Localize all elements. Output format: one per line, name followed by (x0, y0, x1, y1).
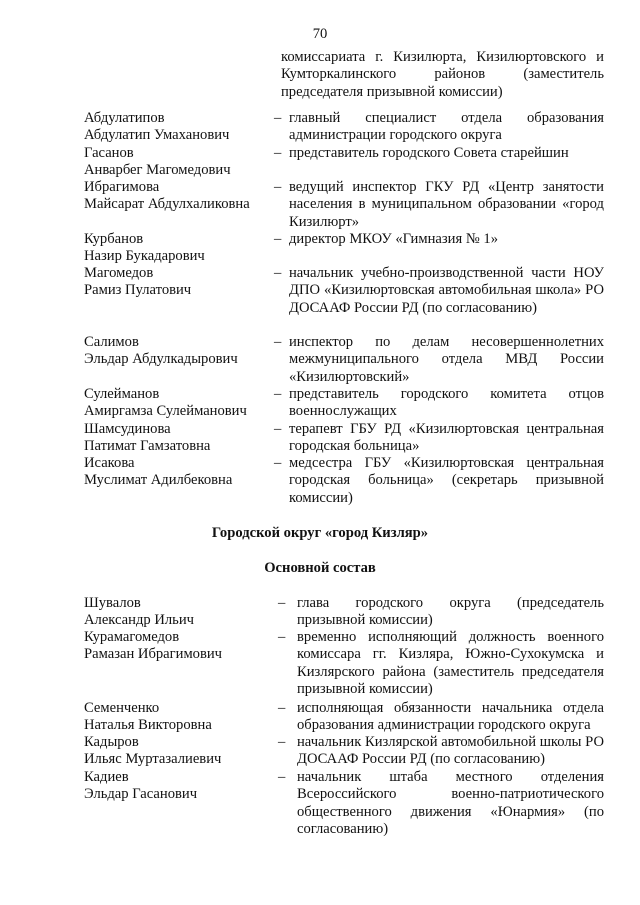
member-role: начальник Кизлярской автомобильной школы РО ДОСААФ России РД (по согласованию) (297, 734, 604, 768)
page-number: 70 (312, 26, 328, 42)
member-surname: Исакова (84, 455, 135, 471)
member-surname: Шувалов (84, 595, 141, 611)
member-role: начальник учебно-производственной части НОУ ДПО «Кизилюртовская автомобильная школа» РО ДОСААФ России РД (по согласованию) (289, 265, 604, 316)
dash: – (274, 231, 282, 247)
member-role: медсестра ГБУ «Кизилюртовская центральная городская больница» (секретарь призывной комиссии) (289, 455, 604, 506)
dash: – (278, 700, 286, 716)
member-given-name: Майсарат Абдулхаликовна (84, 196, 250, 213)
member-name (84, 334, 269, 369)
dash: – (278, 595, 286, 611)
member-role: представитель городского комитета отцов военнослужащих (289, 386, 604, 420)
section-title: Городской округ «город Кизляр» (211, 525, 429, 541)
member-given-name: Рамазан Ибрагимович (84, 646, 223, 663)
member-given-name: Рамиз Пулатович (84, 282, 192, 299)
dash: – (274, 421, 282, 437)
member-name (84, 386, 269, 421)
dash: – (278, 734, 286, 750)
member-surname: Кадиев (84, 769, 129, 785)
member-given-name: Амиргамза Сулейманович (84, 403, 247, 420)
dash: – (274, 386, 282, 402)
member-given-name: Наталья Викторовна (84, 717, 212, 734)
member-name (84, 265, 269, 300)
member-name (84, 700, 269, 735)
member-surname: Семенченко (84, 700, 160, 716)
member-name (84, 231, 269, 266)
member-role: ведущий инспектор ГКУ РД «Центр занятости населения в муниципальном образовании «город Кизилюрт» (289, 179, 604, 230)
member-role: терапевт ГБУ РД «Кизилюртовская центральная городская больница» (289, 421, 604, 455)
member-name (84, 110, 269, 145)
dash: – (274, 179, 282, 195)
member-given-name: Ильяс Муртазалиевич (84, 751, 222, 768)
member-name (84, 734, 269, 769)
dash: – (274, 145, 282, 161)
dash: – (274, 265, 282, 281)
member-given-name: Анварбег Магомедович (84, 162, 231, 179)
member-name (84, 421, 269, 456)
member-surname: Гасанов (84, 145, 134, 161)
continued-description: комиссариата г. Кизилюрта, Кизилюртовского и Кумторкалинского районов (заместитель председателя призывной комиссии) (281, 49, 604, 100)
member-role: инспектор по делам несовершеннолетних межмуниципального отдела МВД России «Кизилюртовский» (289, 334, 604, 385)
member-role: главный специалист отдела образования администрации городского округа (289, 110, 604, 144)
member-role: глава городского округа (председатель призывной комиссии) (297, 595, 604, 629)
member-given-name: Патимат Гамзатовна (84, 438, 211, 455)
member-surname: Магомедов (84, 265, 154, 281)
member-surname: Кадыров (84, 734, 139, 750)
member-given-name: Абдулатип Умаханович (84, 127, 230, 144)
member-role: представитель городского Совета старейшин (289, 145, 569, 161)
member-surname: Курбанов (84, 231, 144, 247)
member-given-name: Александр Ильич (84, 612, 194, 629)
dash: – (274, 110, 282, 126)
member-role: исполняющая обязанности начальника отдела образования администрации городского округа (297, 700, 604, 734)
member-role: директор МКОУ «Гимназия № 1» (289, 231, 498, 247)
section-subtitle: Основной состав (264, 560, 376, 576)
member-given-name: Эльдар Абдулкадырович (84, 351, 238, 368)
dash: – (274, 455, 282, 471)
member-surname: Салимов (84, 334, 139, 350)
member-role: начальник штаба местного отделения Всероссийского военно-патриотического общественного движения «Юнармия» (по согласованию) (297, 769, 604, 838)
member-surname: Абдулатипов (84, 110, 165, 126)
member-given-name: Муслимат Адилбековна (84, 472, 233, 489)
member-name (84, 145, 269, 180)
member-name (84, 769, 269, 804)
dash: – (278, 769, 286, 785)
member-name (84, 179, 269, 214)
dash: – (274, 334, 282, 350)
member-given-name: Назир Букадарович (84, 248, 205, 265)
member-surname: Ибрагимова (84, 179, 160, 195)
member-surname: Сулейманов (84, 386, 160, 402)
member-surname: Шамсудинова (84, 421, 171, 437)
member-given-name: Эльдар Гасанович (84, 786, 198, 803)
member-role: временно исполняющий должность военного комиссара гг. Кизляра, Южно-Сухокумска и Кизлярского района (заместитель председателя призывной комиссии) (297, 629, 604, 698)
member-surname: Курамагомедов (84, 629, 180, 645)
member-name (84, 595, 269, 630)
member-name (84, 629, 269, 664)
member-name (84, 455, 269, 490)
dash: – (278, 629, 286, 645)
